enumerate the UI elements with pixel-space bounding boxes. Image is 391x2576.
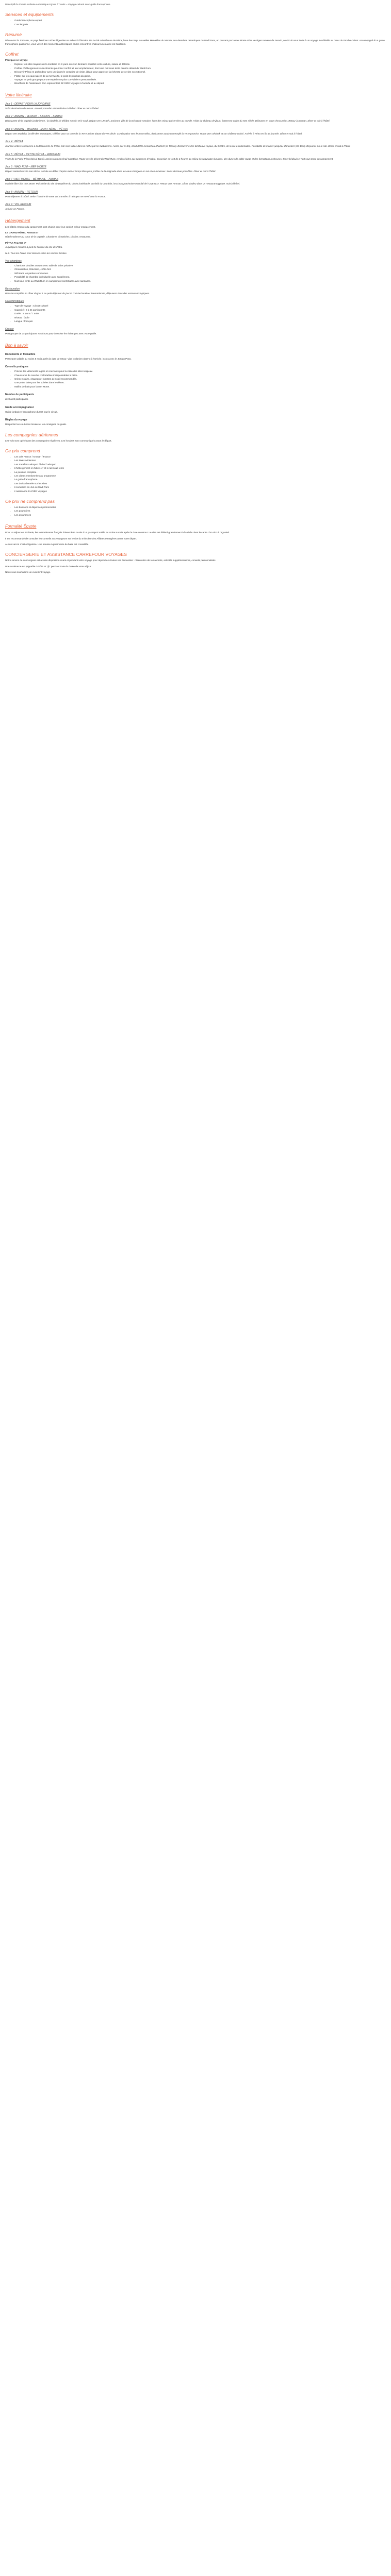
list-item: • Chambres doubles ou twin avec salle de bains privative.	[14, 264, 386, 267]
hotel-detail: Hôtel moderne au cœur de la capitale. Chambres climatisées, piscine, restaurant.	[5, 235, 91, 239]
list-item: • Capacité : 8 à 24 participants	[14, 309, 386, 312]
day-text: Découverte de la capitale jordanienne : la citadelle, le théâtre romain et le souk. Départ vers Jerash, ancienne ville de la Décapole romaine, l'une des mieux préservées au monde. Visite du château d'Ajloun, forteresse arabe du XIIe siècle. Déjeuner en cours d'excursion. Retour à Amman. Dîner et nuit à l'hôtel.	[5, 120, 330, 123]
participants-text: de 8 à 24 participants.	[5, 398, 29, 401]
highlights-list	[5, 19, 386, 26]
list-item: • Flotter sur les eaux salées de la mer Morte, le point le plus bas du globe.	[14, 75, 386, 78]
lodging-intro: Les hôtels et tentes du campement sont choisis pour leur confort et leur emplacement.	[5, 225, 96, 228]
list-item: • Explorer les sites majeurs de la Jordanie en 8 jours avec un itinéraire équilibré entre culture, nature et détente.	[14, 63, 386, 66]
list-item: • Durée : 8 jours / 7 nuits	[14, 312, 386, 315]
resto-title: Restauration	[5, 287, 20, 291]
list-item: • Possibilité de chambre individuelle avec supplément.	[14, 276, 386, 279]
included-title: Les compagnies aériennes	[5, 432, 58, 437]
formalities-text: Il est recommandé de consulter les conseils aux voyageurs sur le site du ministère des Affaires étrangères avant votre départ.	[5, 537, 137, 540]
list-item: • Les vols France / Amman / France	[14, 455, 386, 459]
price-list	[5, 455, 386, 493]
list-item: • L'assistance ELYSÉE Voyages	[14, 490, 386, 493]
list-item: • Bénéficier de l'assistance d'un représentant ELYSÉE Voyages à l'arrivée et au départ.	[14, 82, 386, 85]
day-text: Visite de la Petite Pétra (Siq al-Barid), ancien caravansérail nabatéen. Route vers le désert du Wadi Rum, rendu célèbre par Lawrence d'Arabie. Excursion en 4x4 de 2 heures au milieu des paysages lunaires, des dunes de sable rouge et des formations rocheuses. Dîner bédouin et nuit sous tente au campement.	[5, 157, 334, 160]
intro-text: Descriptif du Circuit Jordanie Authentique 8 jours / 7 nuits – Voyage culturel avec guide francophone	[5, 3, 110, 6]
list-item: • Les droits d'entrée sur les sites	[14, 482, 386, 485]
day-heading: Jour 1 : DÉPART POUR LA JORDANIE	[5, 102, 51, 106]
list-item: • Le guide francophone	[14, 478, 386, 481]
day-text: Petit-déjeuner à l'hôtel. Selon l'horaire de votre vol, transfert à l'aéroport et envol pour la France.	[5, 195, 106, 198]
concierge-text: Nous vous souhaitons un excellent voyage.	[5, 571, 51, 574]
coffret-title: Coffret	[5, 52, 19, 57]
documents-title: Documents et formalités	[5, 352, 36, 356]
list-item: • La pension complète	[14, 471, 386, 474]
list-item: • Les taxes aériennes	[14, 459, 386, 462]
day-heading: Jour 8 : AMMAN – RETOUR	[5, 190, 38, 194]
formalities-text: Aucun vaccin n'est obligatoire. Une trousse à pharmacie de base est conseillée.	[5, 543, 89, 546]
list-item: • Une petite laine pour les soirées dans le désert.	[14, 381, 386, 384]
know-title: Bon à savoir	[5, 343, 28, 348]
guide-title: Guide accompagnateur	[5, 405, 34, 409]
price-title: Ce prix comprend	[5, 448, 40, 453]
list-item: • Niveau : facile	[14, 316, 386, 319]
list-item: • Les pourboires	[14, 510, 386, 513]
hotel-detail: À quelques minutes à pied de l'entrée du site de Pétra.	[5, 246, 63, 249]
lodging-title: Hébergement	[5, 218, 30, 223]
characteristics-list	[5, 304, 386, 323]
summary-title: Résumé	[5, 32, 22, 38]
participants-title: Nombre de participants	[5, 393, 34, 397]
list-item: • Maillot de bain pour la mer Morte.	[14, 385, 386, 388]
day-heading: Jour 2 : AMMAN – JERASH – AJLOUN – AMMAN	[5, 115, 62, 118]
day-text: Vol à destination d'Amman. Accueil, transfert et installation à l'hôtel. Dîner et nuit à l'hôtel.	[5, 107, 99, 110]
summary-text: Découvrez la Jordanie, un pays fascinant où les légendes se mêlent à l'histoire. De la cité nabatéenne de Pétra, l'une des Sept Nouvelles Merveilles du Monde, aux étendues désertiques du Wadi Rum, en passant par la mer Morte et les vestiges romains de Jerash, ce circuit vous invite à un voyage inoubliable au cœur du Proche-Orient. Accompagné d'un guide francophone passionné, vous vivrez des moments authentiques et des rencontres chaleureuses avec les habitants.	[5, 39, 385, 45]
list-item: • Les transferts aéroport / hôtel / aéroport	[14, 463, 386, 466]
day-heading: Jour 9 : VOL RETOUR	[5, 203, 31, 207]
formalities-text: Pour un séjour en Jordanie, les ressortissants français doivent être munis d'un passeport valide au moins 6 mois après la date de retour. Le visa est délivré gratuitement à l'arrivée dans le cadre d'un circuit organisé.	[5, 531, 230, 534]
day-heading: Jour 7 : MER MORTE – BÉTHANIE – AMMAN	[5, 178, 59, 181]
list-item: • Wifi dans les parties communes.	[14, 272, 386, 275]
resto-text: Pension complète du dîner du jour 1 au petit-déjeuner du jour 8. Cuisine locale et internationale, déjeuners dans des restaurants typiques.	[5, 292, 150, 295]
list-item: • Chaussures de marche confortables indispensables à Pétra.	[14, 374, 386, 377]
itinerary-title: Votre itinéraire	[5, 92, 32, 97]
rooms-list	[5, 264, 386, 283]
included-intro: Les vols sont opérés par des compagnies régulières. Les horaires sont communiqués avant le départ.	[5, 439, 112, 442]
list-item: • Crème solaire, chapeau et lunettes de soleil recommandés.	[14, 378, 386, 381]
list-item: • L'hébergement en hôtels 4* et 1 nuit sous tente	[14, 467, 386, 470]
highlights-title: Services et équipements	[5, 12, 54, 18]
rules-title: Règles du voyage	[5, 418, 27, 422]
day-text: Journée entière consacrée à la découverte de Pétra, cité rose taillée dans la roche par les Nabatéens. Accès par le Sîq, étroit défilé menant au Khazneh (le Trésor). Découverte des tombeaux royaux, du théâtre, de la rue à colonnades. Possibilité de monter jusqu'au Monastère (Ed-Deir). Déjeuner sur le site. Dîner et nuit à l'hôtel.	[5, 145, 351, 148]
hotel-name: PÉTRA PALACE 4*	[5, 241, 26, 244]
group-text: Petit groupe de 24 participants maximum pour favoriser les échanges avec votre guide.	[5, 332, 97, 335]
list-item: • Découvrir Pétra en profondeur avec une journée complète de visite, idéale pour apprécier la richesse de ce site exceptionnel.	[14, 71, 386, 74]
characteristics-title: Caractéristiques	[5, 300, 24, 303]
group-title: Groupe	[5, 328, 14, 331]
list-item: • Voyager en petit groupe pour une expérience plus conviviale et personnalisée.	[14, 78, 386, 81]
list-item: • Langue : français	[14, 320, 386, 323]
list-item: • Type de voyage : Circuit culturel	[14, 304, 386, 308]
rooms-title: Vos chambres	[5, 259, 22, 263]
formalities-title: Formalité Égypte	[5, 524, 37, 529]
concierge-text: Une assistance est joignable 24h/24 et 7j/7 pendant toute la durée de votre séjour.	[5, 565, 92, 568]
hotel-name: LE GRAND HÔTEL Amman 4*	[5, 231, 39, 234]
list-item: • Les visites mentionnées au programme	[14, 474, 386, 478]
tips-title: Conseils pratiques	[5, 365, 28, 369]
lodging-note: N.B. Tous les hôtels sont classés selon les normes locales.	[5, 251, 68, 255]
concierge-text: Notre service de conciergerie est à votre disposition avant et pendant votre voyage pour répondre à toutes vos demandes : réservation de restaurants, activités supplémentaires, conseils personnalisés.	[5, 559, 216, 562]
day-heading: Jour 5 : PÉTRA – PETITE PÉTRA – WADI RUM	[5, 152, 60, 156]
day-heading: Jour 4 : PÉTRA	[5, 140, 23, 144]
day-heading: Jour 3 : AMMAN – MADABA – MONT NÉBO – PÉTRA	[5, 127, 68, 131]
list-item: • Les assurances	[14, 514, 386, 517]
rules-text: Respecter les coutumes locales et les consignes du guide.	[5, 423, 67, 426]
day-text: Matinée libre à la mer Morte. Puis visite du site du Baptême du Christ à Béthanie, au-delà du Jourdain, inscrit au patrimoine mondial de l'UNESCO. Retour vers Amman. Dîner d'adieu dans un restaurant typique. Nuit à l'hôtel.	[5, 182, 240, 185]
tips-list	[5, 370, 386, 388]
list-item: • L'excursion en 4x4 au Wadi Rum	[14, 486, 386, 489]
coffret-list	[5, 63, 386, 85]
list-item: • Climatisation, télévision, coffre-fort.	[14, 268, 386, 271]
document-page	[0, 0, 391, 577]
list-item: • Guide francophone expert	[14, 19, 386, 22]
not-included-title: Ce prix ne comprend pas	[5, 498, 55, 504]
list-item: • Nuit sous tente au Wadi Rum en campement confortable avec sanitaires.	[14, 280, 386, 283]
list-item: • Les boissons et dépenses personnelles	[14, 506, 386, 509]
coffret-subtitle: Pourquoi ce voyage	[5, 59, 28, 62]
day-heading: Jour 6 : WADI RUM – MER MORTE	[5, 165, 46, 168]
list-item: • Prévoir des vêtements légers et couvrants pour la visite des sites religieux.	[14, 370, 386, 373]
day-text: Départ vers Madaba, la ville des mosaïques, célèbre pour sa carte de la Terre Sainte datant du VIe siècle. Continuation vers le mont Nébo, d'où Moïse aurait contemplé la Terre promise. Route vers Shobak et son château croisé. Arrivée à Pétra en fin de journée. Dîner et nuit à l'hôtel.	[5, 132, 303, 135]
day-text: Arrivée en France.	[5, 208, 25, 211]
list-item: • Profiter d'hébergements sélectionnés pour leur confort et leur emplacement, dont une nuit sous tente dans le désert du Wadi Rum.	[14, 67, 386, 70]
not-included-list	[5, 506, 386, 517]
day-text: Départ matinal vers la mer Morte. Arrivée en début d'après-midi et temps libre pour profiter de la baignade dans les eaux chargées en sel et en minéraux. Soins de boue possibles. Dîner et nuit à l'hôtel.	[5, 170, 216, 173]
concierge-title: CONCIERGERIE ET ASSISTANCE CARREFOUR VOYAGES	[5, 552, 127, 557]
list-item: • Conciergerie	[14, 23, 386, 26]
guide-text: Guide jordanien francophone durant tout le circuit.	[5, 410, 58, 413]
documents-text: Passeport valable au moins 6 mois après la date de retour. Visa jordanien obtenu à l'arrivée, inclus avec le Jordan Pass.	[5, 357, 132, 360]
